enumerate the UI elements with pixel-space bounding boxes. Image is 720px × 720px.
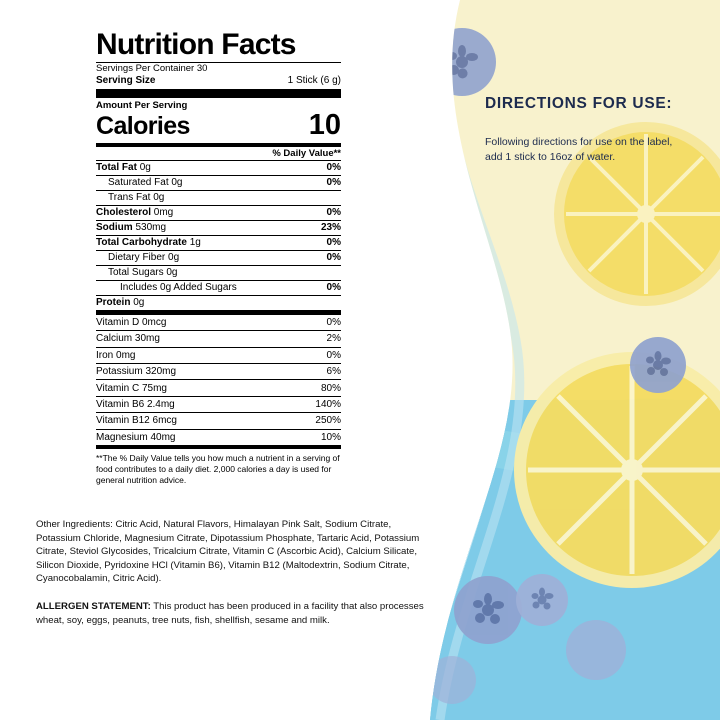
vitamin-name: Potassium 320mg: [96, 366, 177, 378]
serving-size-label: Serving Size: [96, 74, 156, 86]
amount-per-serving-label: Amount Per Serving: [96, 99, 188, 111]
bottom-text-block: [36, 518, 424, 627]
vitamin-row: [96, 430, 341, 445]
nutrient-row: [96, 161, 341, 176]
vitamin-daily-value: 0%: [326, 317, 341, 329]
nutrient-daily-value: 0%: [326, 162, 341, 174]
nutrient-row: [96, 191, 341, 206]
vitamin-daily-value: 80%: [320, 382, 341, 394]
nutrient-daily-value: 0%: [326, 177, 341, 189]
serving-size-value: 1 Stick (6 g): [287, 74, 341, 86]
calories-value: 10: [308, 108, 341, 141]
vitamin-name: Vitamin C 75mg: [96, 382, 167, 394]
vitamin-name: Vitamin B6 2.4mg: [96, 398, 175, 410]
nutrient-row: [96, 296, 341, 311]
vitamin-daily-value: 10%: [320, 431, 341, 443]
vitamin-row: [96, 331, 341, 347]
vitamin-name: Iron 0mg: [96, 349, 136, 361]
vitamin-daily-value: 140%: [315, 398, 341, 410]
nutrient-name: Dietary Fiber 0g: [108, 252, 180, 264]
directions-title: DIRECTIONS FOR USE:: [485, 95, 673, 112]
other-ingredients: Other Ingredients: Citric Acid, Natural Flavors, Himalayan Pink Salt, Sodium Citrate, Potassium Chloride, Magnesium Citrate, Dipotassium Phosphate, Tartaric Acid, Potassium Citrate, Steviol Glycosides, Tricalcium Citrate, Vitamin C (Ascorbic Acid), Calcium Silicate, Silicon Dioxide, Pyridoxine HCl (Vitamin B6), Vitamin B12 (Maltodextrin, Sodium Citrate, Cyanocobalamin, Citric Acid).: [36, 519, 420, 585]
allergen-label: ALLERGEN STATEMENT:: [36, 601, 151, 613]
calories-label: Calories: [96, 111, 190, 140]
nutrient-name: Protein 0g: [96, 297, 145, 309]
vitamin-name: Vitamin B12 6mcg: [96, 415, 177, 427]
directions-section: [485, 95, 700, 165]
nutrition-facts-panel: [96, 30, 341, 486]
nutrient-name: Saturated Fat 0g: [108, 177, 183, 189]
calories-row: [96, 108, 341, 143]
vitamin-daily-value: 0%: [326, 349, 341, 361]
vitamin-rows: [96, 315, 341, 445]
nutrition-facts-title: Nutrition Facts: [96, 28, 296, 61]
vitamin-row: [96, 380, 341, 396]
nutrient-daily-value: 0%: [326, 252, 341, 264]
vitamin-name: Vitamin D 0mcg: [96, 317, 167, 329]
vitamin-row: [96, 315, 341, 331]
vitamin-name: Calcium 30mg: [96, 333, 160, 345]
divider-thick-1: [96, 89, 341, 98]
nutrient-name: Trans Fat 0g: [108, 192, 165, 204]
nutrient-row: [96, 251, 341, 266]
nutrient-daily-value: 0%: [326, 207, 341, 219]
nutrient-row: [96, 221, 341, 236]
vitamin-name: Magnesium 40mg: [96, 431, 176, 443]
vitamin-row: [96, 413, 341, 429]
nutrient-row: [96, 206, 341, 221]
nutrient-row: [96, 266, 341, 281]
nutrient-name: Total Carbohydrate 1g: [96, 237, 201, 249]
nutrient-name: Cholesterol 0mg: [96, 207, 174, 219]
vitamin-row: [96, 397, 341, 413]
vitamin-daily-value: 2%: [326, 333, 341, 345]
vitamin-daily-value: 250%: [315, 415, 341, 427]
nutrient-rows: [96, 161, 341, 311]
nutrient-name: Sodium 530mg: [96, 222, 167, 234]
servings-per-container: Servings Per Container 30: [96, 63, 208, 74]
vitamin-row: [96, 348, 341, 364]
directions-body: Following directions for use on the label, add 1 stick to 16oz of water.: [485, 136, 673, 164]
nutrient-name: Total Sugars 0g: [108, 267, 178, 279]
nutrient-daily-value: 0%: [326, 237, 341, 249]
allergen-statement: [36, 600, 424, 627]
vitamin-daily-value: 6%: [326, 366, 341, 378]
vitamin-row: [96, 364, 341, 380]
nutrient-daily-value: 23%: [320, 222, 341, 234]
daily-value-footnote: **The % Daily Value tells you how much a nutrient in a serving of food contributes to a daily diet. 2,000 calories a day is used for general nutrition advice.: [96, 452, 340, 485]
daily-value-header: % Daily Value**: [272, 147, 341, 159]
nutrient-row: [96, 236, 341, 251]
allergen-text: This product has been produced in a facility that also processes wheat, soy, eggs, peanuts, tree nuts, fish, shellfish, sesame and milk.: [36, 601, 424, 626]
nutrient-name: Includes 0g Added Sugars: [120, 282, 237, 294]
nutrient-row: [96, 281, 341, 296]
nutrient-row: [96, 176, 341, 191]
nutrient-daily-value: 0%: [326, 282, 341, 294]
serving-size-row: [96, 75, 341, 88]
nutrient-name: Total Fat 0g: [96, 162, 151, 174]
